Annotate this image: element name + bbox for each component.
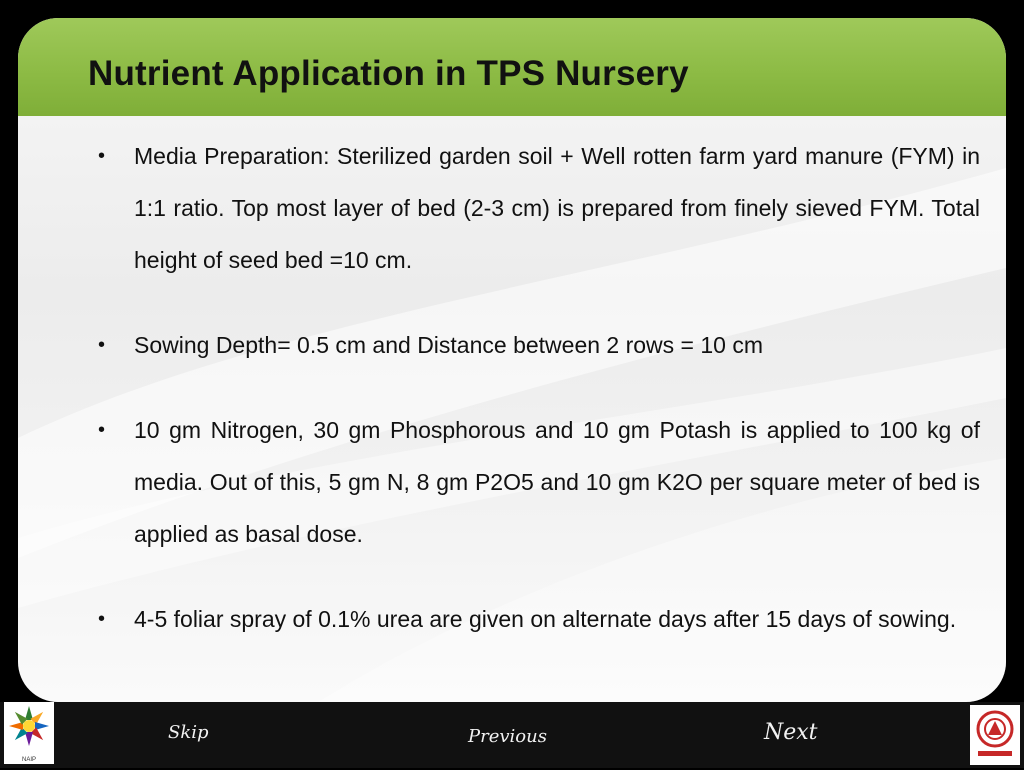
bullet-item xyxy=(98,130,980,286)
skip-button[interactable]: Skip xyxy=(168,722,209,743)
naip-logo-icon xyxy=(4,702,54,764)
institute-logo-icon xyxy=(970,705,1020,765)
institute-emblem-icon xyxy=(970,705,1020,765)
slide-canvas xyxy=(18,18,1006,702)
bullet-list xyxy=(98,130,980,678)
bullet-text: 10 gm Nitrogen, 30 gm Phosphorous and 10 gm Potash is applied to 100 kg of media. Out of this, 5 gm N, 8 gm P2O5 and 10 gm K2O per square meter of bed is applied as basal dose. xyxy=(134,417,980,547)
title-bar xyxy=(18,18,1006,116)
bullet-item xyxy=(98,404,980,560)
bullet-text: 4-5 foliar spray of 0.1% urea are given on alternate days after 15 days of sowing. xyxy=(134,606,957,632)
slide-title: Nutrient Application in TPS Nursery xyxy=(88,54,689,93)
bullet-icon: • xyxy=(98,419,106,441)
bullet-text: Sowing Depth= 0.5 cm and Distance between 2 rows = 10 cm xyxy=(134,332,764,358)
bullet-item xyxy=(98,593,980,645)
bullet-icon: • xyxy=(98,334,106,356)
next-button[interactable]: Next xyxy=(764,720,818,745)
naip-caption: NAIP xyxy=(21,757,36,763)
bullet-icon: • xyxy=(98,608,106,630)
naip-emblem-icon xyxy=(4,702,54,752)
navigation-footer xyxy=(0,702,1024,768)
bullet-item xyxy=(98,319,980,371)
bullet-icon: • xyxy=(98,145,106,167)
previous-button[interactable]: Previous xyxy=(468,726,547,747)
bullet-text: Media Preparation: Sterilized garden soil + Well rotten farm yard manure (FYM) in 1:1 ratio. Top most layer of bed (2-3 cm) is prepared from finely sieved FYM. Total height of seed bed =10 cm. xyxy=(134,143,980,273)
